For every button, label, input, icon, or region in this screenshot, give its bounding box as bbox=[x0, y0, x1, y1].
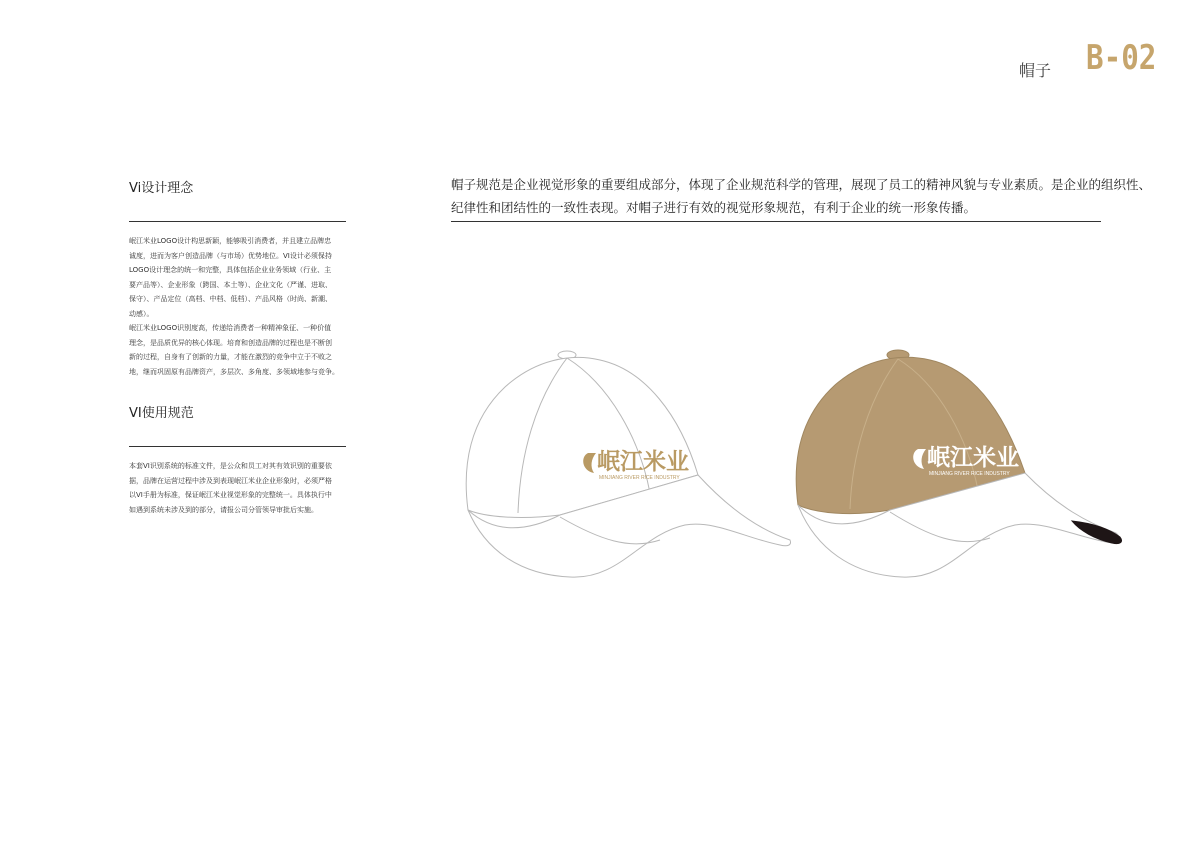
concept-divider bbox=[129, 221, 346, 222]
usage-body bbox=[129, 459, 359, 517]
concept-line: 动感）。 bbox=[129, 309, 154, 318]
concept-line: 理念，是品质优异的核心体现。培育和创造品牌的过程也是不断创 bbox=[129, 338, 332, 347]
concept-line: 岷江米业LOGO设计构思新颖，能够吸引消费者，并且建立品牌忠 bbox=[129, 237, 332, 245]
white-cap-illustration bbox=[460, 345, 800, 585]
page-title: 帽子 bbox=[1019, 61, 1052, 80]
usage-divider bbox=[129, 446, 346, 447]
usage-line: 如遇到系统未涉及到的部分，请报公司分管领导审批后实施。 bbox=[129, 505, 318, 514]
concept-line: 岷江米业LOGO识别度高，传递给消费者一种精神象征、一种价值 bbox=[129, 324, 332, 332]
logo-name: 岷江米业 bbox=[927, 444, 1019, 471]
page-code: B-02 bbox=[1086, 38, 1157, 78]
concept-line: 诚度，进而为客户创造品牌（与市场）优势地位。VI设计必须保持 bbox=[129, 251, 332, 260]
white-cap-logo bbox=[583, 448, 689, 481]
usage-title: VI使用规范 bbox=[129, 406, 194, 421]
concept-body bbox=[129, 234, 359, 379]
concept-title: Vi设计理念 bbox=[129, 181, 194, 196]
concept-line: 要产品等）、企业形象（跨国、本土等）、企业文化（严谨、进取、 bbox=[129, 280, 332, 289]
intro-line: 纪律性和团结性的一致性表现。对帽子进行有效的视觉形象规范，有利于企业的统一形象传播。 bbox=[451, 200, 977, 215]
logo-name: 岷江米业 bbox=[597, 448, 689, 475]
intro-paragraph bbox=[451, 173, 1152, 219]
intro-divider bbox=[451, 221, 1101, 222]
logo-tagline: MINJIANG RIVER RICE INDUSTRY bbox=[599, 475, 680, 481]
concept-line: 保守）、产品定位（高档、中档、低档）、产品风格（时尚、新潮、 bbox=[129, 295, 332, 303]
usage-line: 以VI手册为标准，保证岷江米业视觉形象的完整统一。具体执行中 bbox=[129, 491, 332, 499]
intro-line: 帽子规范是企业视觉形象的重要组成部分，体现了企业规范科学的管理，展现了员工的精神风貌与专业素质。是企业的组织性、 bbox=[451, 177, 1152, 192]
logo-tagline: MINJIANG RIVER RICE INDUSTRY bbox=[929, 471, 1010, 477]
usage-line: 据，品牌在运营过程中涉及到表现岷江米业企业形象时，必须严格 bbox=[129, 476, 332, 485]
concept-line: LOGO设计理念的统一和完整，具体包括企业业务领域（行业、主 bbox=[129, 266, 332, 274]
concept-line: 地，继而巩固原有品牌资产，多层次、多角度、多领域地参与竞争。 bbox=[129, 367, 339, 376]
concept-line: 新的过程，自身有了创新的力量，才能在激烈的竞争中立于不败之 bbox=[129, 353, 332, 361]
brown-cap-illustration bbox=[790, 345, 1130, 585]
brown-cap-logo bbox=[913, 444, 1019, 477]
usage-line: 本套VI识别系统的标准文件，是公众和员工对其有效识别的重要依 bbox=[129, 462, 332, 470]
